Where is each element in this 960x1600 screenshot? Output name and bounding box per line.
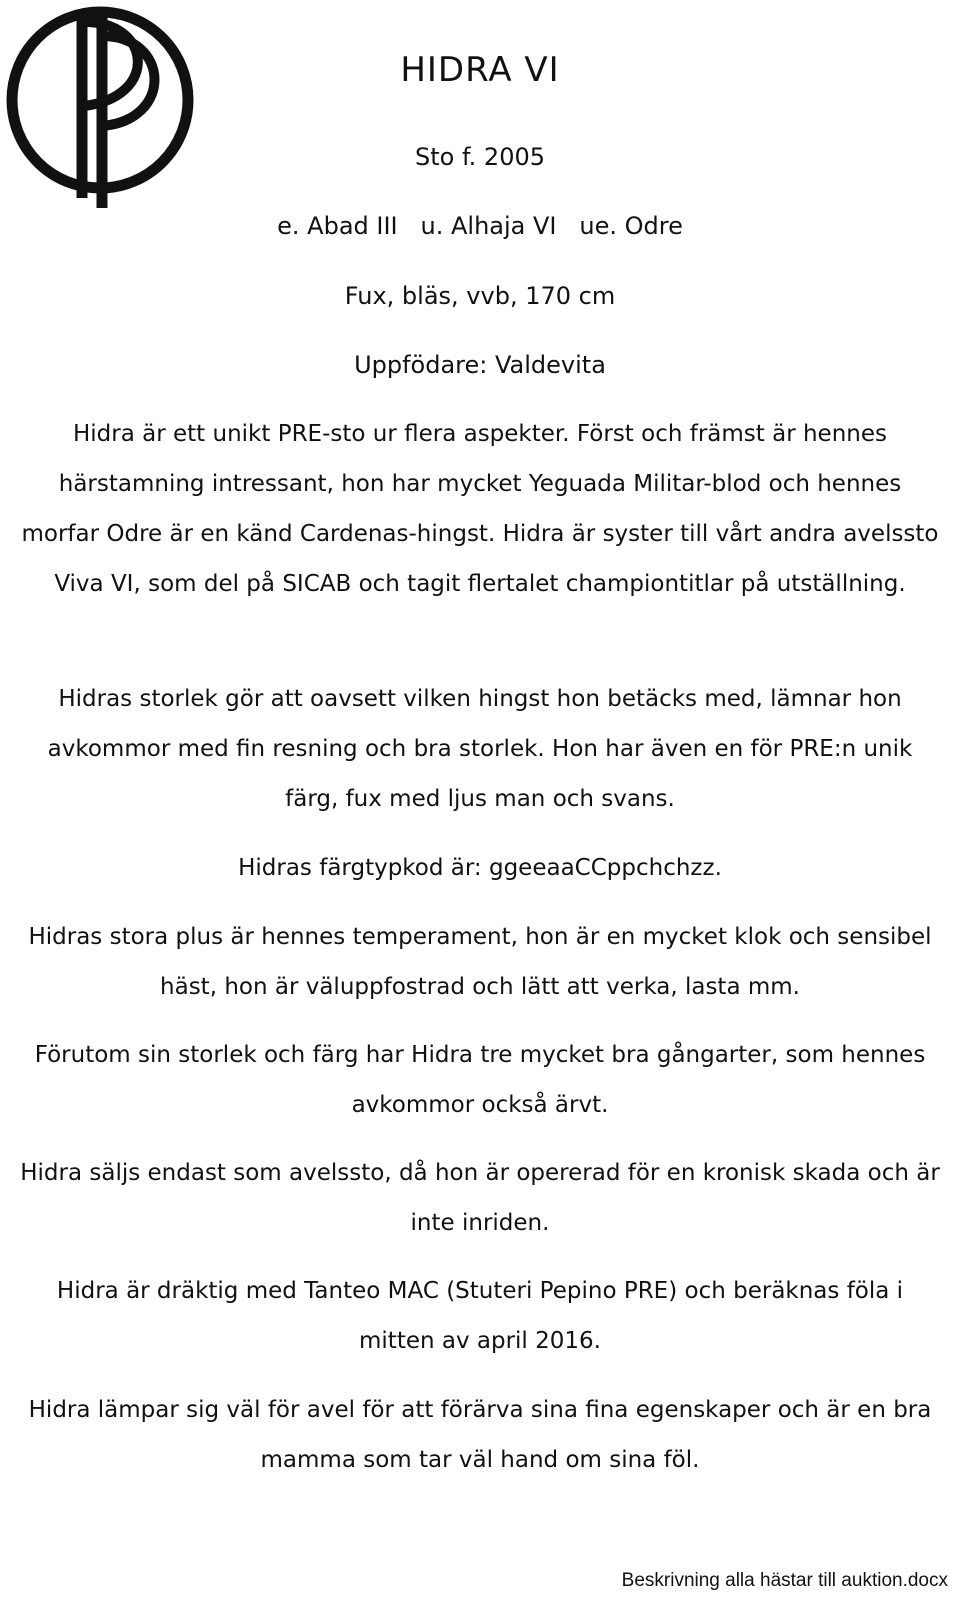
paragraph-sale-terms: Hidra säljs endast som avelssto, då hon är opererad för en kronisk skada och är inte inriden.: [20, 1160, 940, 1236]
page-title: HIDRA VI: [400, 50, 560, 90]
birth-line: Sto f. 2005: [415, 143, 545, 171]
paragraph-breeding-value: Hidra lämpar sig väl för avel för att förärva sina fina egenskaper och är en bra mamma som tar väl hand om sina föl.: [28, 1397, 932, 1473]
paragraph-temperament: Hidras stora plus är hennes temperament, hon är en mycket klok och sensibel häst, hon är väluppfostrad och lätt att verka, lasta mm.: [28, 924, 932, 1000]
document-filename: Beskrivning alla hästar till auktion.docx: [621, 1570, 948, 1591]
pp-monogram-logo-icon: [2, 2, 198, 210]
paragraph-pregnancy: Hidra är dräktig med Tanteo MAC (Stuteri Pepino PRE) och beräknas föla i mitten av april 2016.: [56, 1278, 904, 1354]
paragraph-gaits: Förutom sin storlek och färg har Hidra tre mycket bra gångarter, som hennes avkommor också ärvt.: [34, 1042, 926, 1118]
paragraph-size-color: Hidras storlek gör att oavsett vilken hingst hon betäcks med, lämnar hon avkommor med fin resning och bra storlek. Hon har även en för PRE:n unik färg, fux med ljus man och svans.: [47, 686, 913, 812]
appearance-line: Fux, bläs, vvb, 170 cm: [344, 282, 616, 310]
breeder-line: Uppfödare: Valdevita: [354, 351, 606, 379]
paragraph-color-code: Hidras färgtypkod är: ggeeaaCCppchchzz.: [238, 855, 722, 881]
pedigree-line: e. Abad III u. Alhaja VI ue. Odre: [277, 212, 683, 240]
paragraph-lineage: Hidra är ett unikt PRE-sto ur flera aspekter. Först och främst är hennes härstamning intressant, hon har mycket Yeguada Militar-blod och hennes morfar Odre är en känd Cardenas-hingst. Hidra är syster till vårt andra avelssto Viva VI, som del på SICAB och tagit flertalet championtitlar på utställning.: [21, 421, 939, 597]
